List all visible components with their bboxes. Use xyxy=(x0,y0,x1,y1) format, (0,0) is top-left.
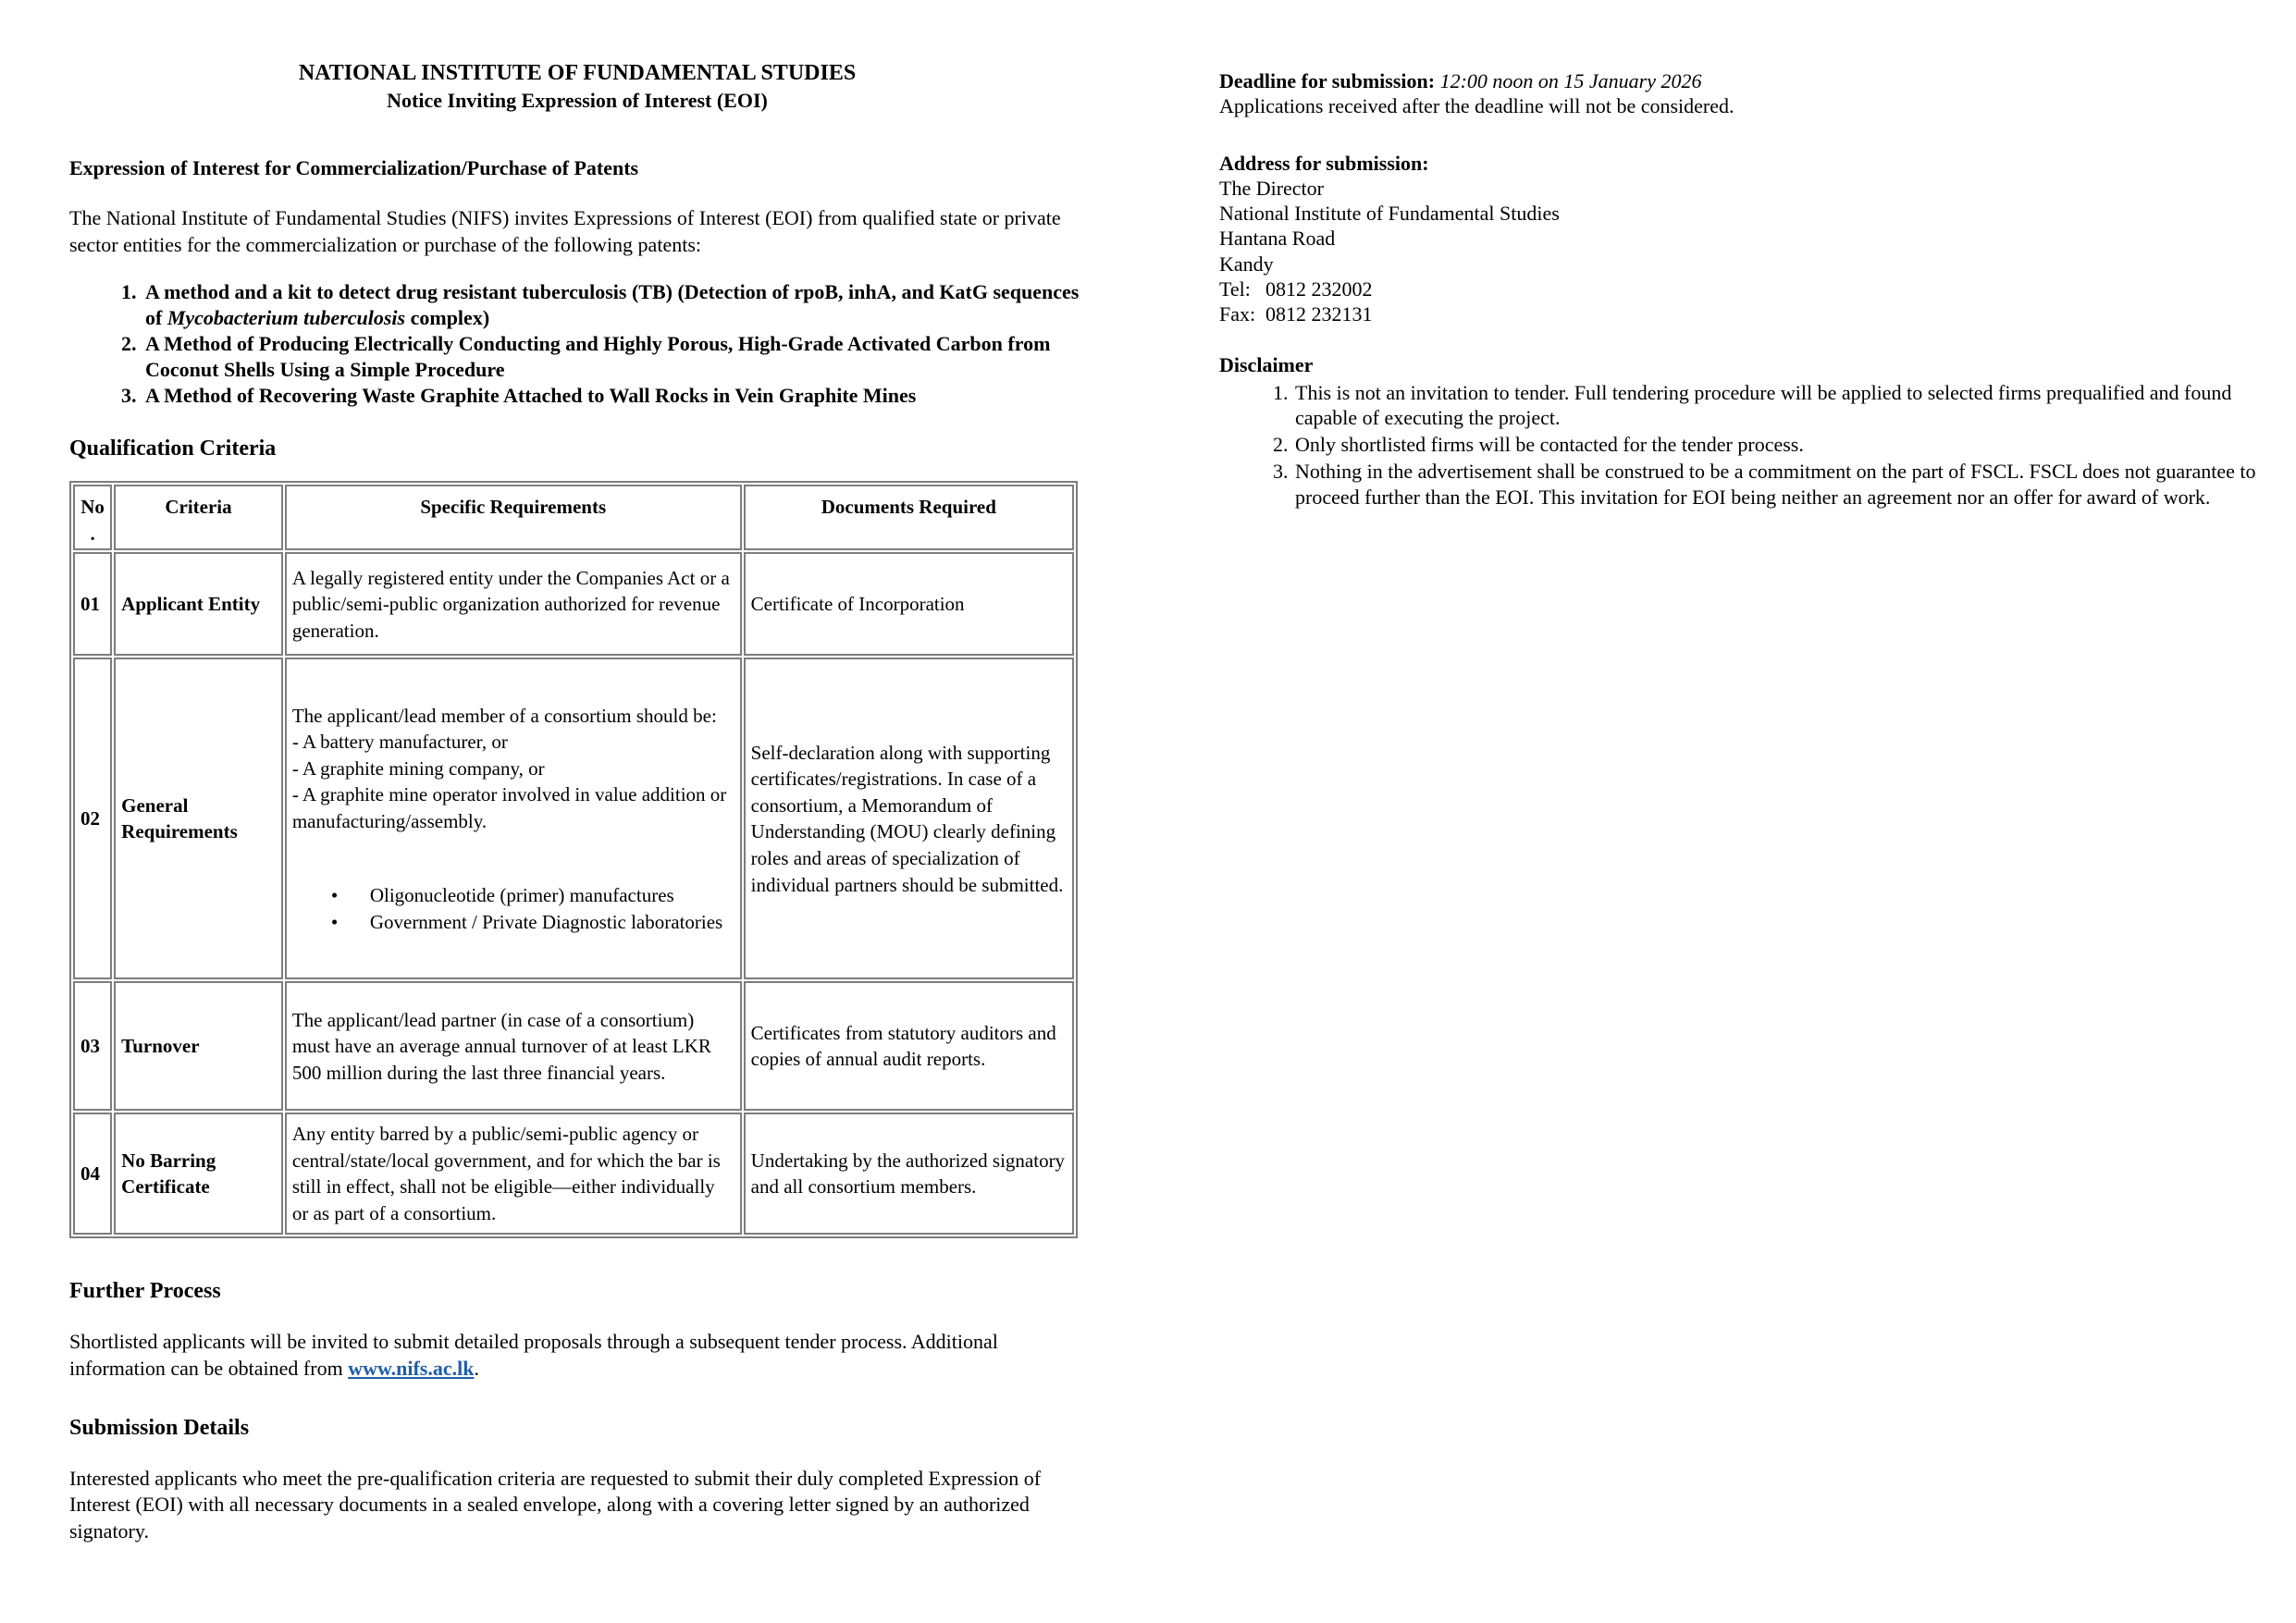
table-header-documents-required: Documents Required xyxy=(744,485,1074,550)
document-title: NATIONAL INSTITUTE OF FUNDAMENTAL STUDIES xyxy=(298,61,857,85)
patent-item-3: 3. A Method of Recovering Waste Graphite Attached to Wall Rocks in Vein Graphite Mines xyxy=(142,383,1085,409)
row2-spec-paragraph: The applicant/lead member of a consortium should be: xyxy=(291,704,717,727)
table-header-specific-requirements: Specific Requirements xyxy=(285,485,742,550)
row1-criteria: Applicant Entity xyxy=(114,552,283,656)
further-process-paragraph: Shortlisted applicants will be invited to submit detailed proposals through a subsequent tender process. Additional information can be obtained from www.nifs.ac.lk. xyxy=(69,1330,998,1381)
fax-value: 0812 232131 xyxy=(1265,302,1373,326)
deadline-value: 12:00 noon on 15 January 2026 xyxy=(1439,69,1702,92)
right-column xyxy=(1219,68,2281,511)
row2-no: 02 xyxy=(73,658,112,979)
disclaimer-list xyxy=(1219,380,2281,510)
row4-criteria: No Barring Certificate xyxy=(114,1113,283,1235)
disclaimer-item-1: 1. This is not an invitation to tender. Full tendering procedure will be applied to selected firms prequalified and found capable of executing the project. xyxy=(1293,380,2281,431)
bullet-item: • Oligonucleotide (primer) manufactures xyxy=(331,882,734,909)
row2-specific-requirements xyxy=(285,658,742,979)
bullet-item: • Government / Private Diagnostic laboratories xyxy=(331,909,734,936)
row2-spec-dash-2: - A graphite mining company, or xyxy=(291,756,545,780)
row4-specific-requirements: Any entity barred by a public/semi-public agency or central/state/local government, and for which the bar is still in effect, shall not be eligible—either individually or as part of a consortium. xyxy=(285,1113,742,1235)
row2-documents-required: Self-declaration along with supporting certificates/registrations. In case of a consortium, a Memorandum of Understanding (MOU) clearly defining roles and areas of specialization of individual partners should be submitted. xyxy=(744,658,1074,979)
left-column xyxy=(69,59,1085,1544)
table-row xyxy=(73,552,1074,656)
table-row xyxy=(73,658,1074,979)
eoi-heading: Expression of Interest for Commercialization/Purchase of Patents xyxy=(69,155,639,179)
address-line-road: Hantana Road xyxy=(1219,227,1336,251)
tel-value: 0812 232002 xyxy=(1265,277,1373,301)
bullet-icon: • xyxy=(330,884,339,907)
row3-no: 03 xyxy=(73,981,112,1111)
document-subtitle: Notice Inviting Expression of Interest (EOI) xyxy=(387,89,768,113)
deadline-note: Applications received after the deadline will not be considered. xyxy=(1219,94,1734,118)
row1-documents-required: Certificate of Incorporation xyxy=(744,552,1074,656)
disclaimer-block xyxy=(1219,352,2281,510)
fax-label: Fax: xyxy=(1219,302,1256,326)
row1-specific-requirements: A legally registered entity under the Companies Act or a public/semi-public organization authorized for revenue generation. xyxy=(285,552,742,656)
row3-specific-requirements: The applicant/lead partner (in case of a consortium) must have an average annual turnover of at least LKR 500 million during the last three financial years. xyxy=(285,981,742,1111)
qualification-criteria-heading: Qualification Criteria xyxy=(69,436,277,461)
address-block xyxy=(1219,151,2281,327)
address-line-institute: National Institute of Fundamental Studies xyxy=(1219,202,1560,226)
row4-documents-required: Undertaking by the authorized signatory and all consortium members. xyxy=(744,1113,1074,1235)
nifs-website-link[interactable]: www.nifs.ac.lk xyxy=(348,1357,475,1381)
disclaimer-item-3: 3. Nothing in the advertisement shall be construed to be a commitment on the part of FSCL. FSCL does not guarantee to proceed further than the EOI. This invitation for EOI being neither an agreement nor an offer for award of work. xyxy=(1293,459,2281,510)
row2-bullet-list xyxy=(292,882,734,935)
bullet-icon: • xyxy=(330,910,339,933)
table-row xyxy=(73,981,1074,1111)
patent-list xyxy=(69,279,1085,410)
disclaimer-heading: Disclaimer xyxy=(1219,353,1314,377)
address-line-city: Kandy xyxy=(1219,252,1274,276)
patent-item-2: 2. A Method of Producing Electrically Conducting and Highly Porous, High-Grade Activated Carbon from Coconut Shells Using a Simple Procedure xyxy=(142,331,1085,383)
tel-label: Tel: xyxy=(1219,277,1251,301)
address-line-director: The Director xyxy=(1219,176,1324,200)
row3-documents-required: Certificates from statutory auditors and copies of annual audit reports. xyxy=(744,981,1074,1111)
row2-criteria: General Requirements xyxy=(114,658,283,979)
qualification-table xyxy=(69,481,1078,1238)
deadline-line xyxy=(1219,68,2281,93)
table-header-no: No. xyxy=(73,485,112,550)
table-header-row xyxy=(73,485,1074,550)
disclaimer-item-2: 2. Only shortlisted firms will be contacted for the tender process. xyxy=(1293,432,2281,457)
row1-no: 01 xyxy=(73,552,112,656)
deadline-label: Deadline for submission: xyxy=(1219,69,1436,92)
table-header-criteria: Criteria xyxy=(114,485,283,550)
fax-line xyxy=(1219,301,2281,326)
row2-spec-dash-3: - A graphite mine operator involved in value addition or manufacturing/assembly. xyxy=(291,783,727,832)
submission-details-heading: Submission Details xyxy=(69,1415,250,1440)
patent-item-1: 1. A method and a kit to detect drug resistant tuberculosis (TB) (Detection of rpoB, inhA, and KatG sequences of Mycobacterium tuberculosis complex) xyxy=(142,279,1085,331)
further-process-heading: Further Process xyxy=(69,1279,221,1304)
tel-line xyxy=(1219,277,2281,301)
row4-no: 04 xyxy=(73,1113,112,1235)
patent-species-name: Mycobacterium tuberculosis xyxy=(167,305,406,329)
row2-spec-dash-1: - A battery manufacturer, or xyxy=(291,731,508,754)
table-row xyxy=(73,1113,1074,1235)
row3-criteria: Turnover xyxy=(114,981,283,1111)
address-label: Address for submission: xyxy=(1219,151,1429,175)
submission-details-paragraph: Interested applicants who meet the pre-qualification criteria are requested to submit their duly completed Expression of Interest (EOI) with all necessary documents in a sealed envelope, along with a covering letter signed by an authorized signatory. xyxy=(69,1466,1042,1543)
intro-paragraph: The National Institute of Fundamental Studies (NIFS) invites Expressions of Interest (EOI) from qualified state or private sector entities for the commercialization or purchase of the following patents: xyxy=(69,206,1061,256)
